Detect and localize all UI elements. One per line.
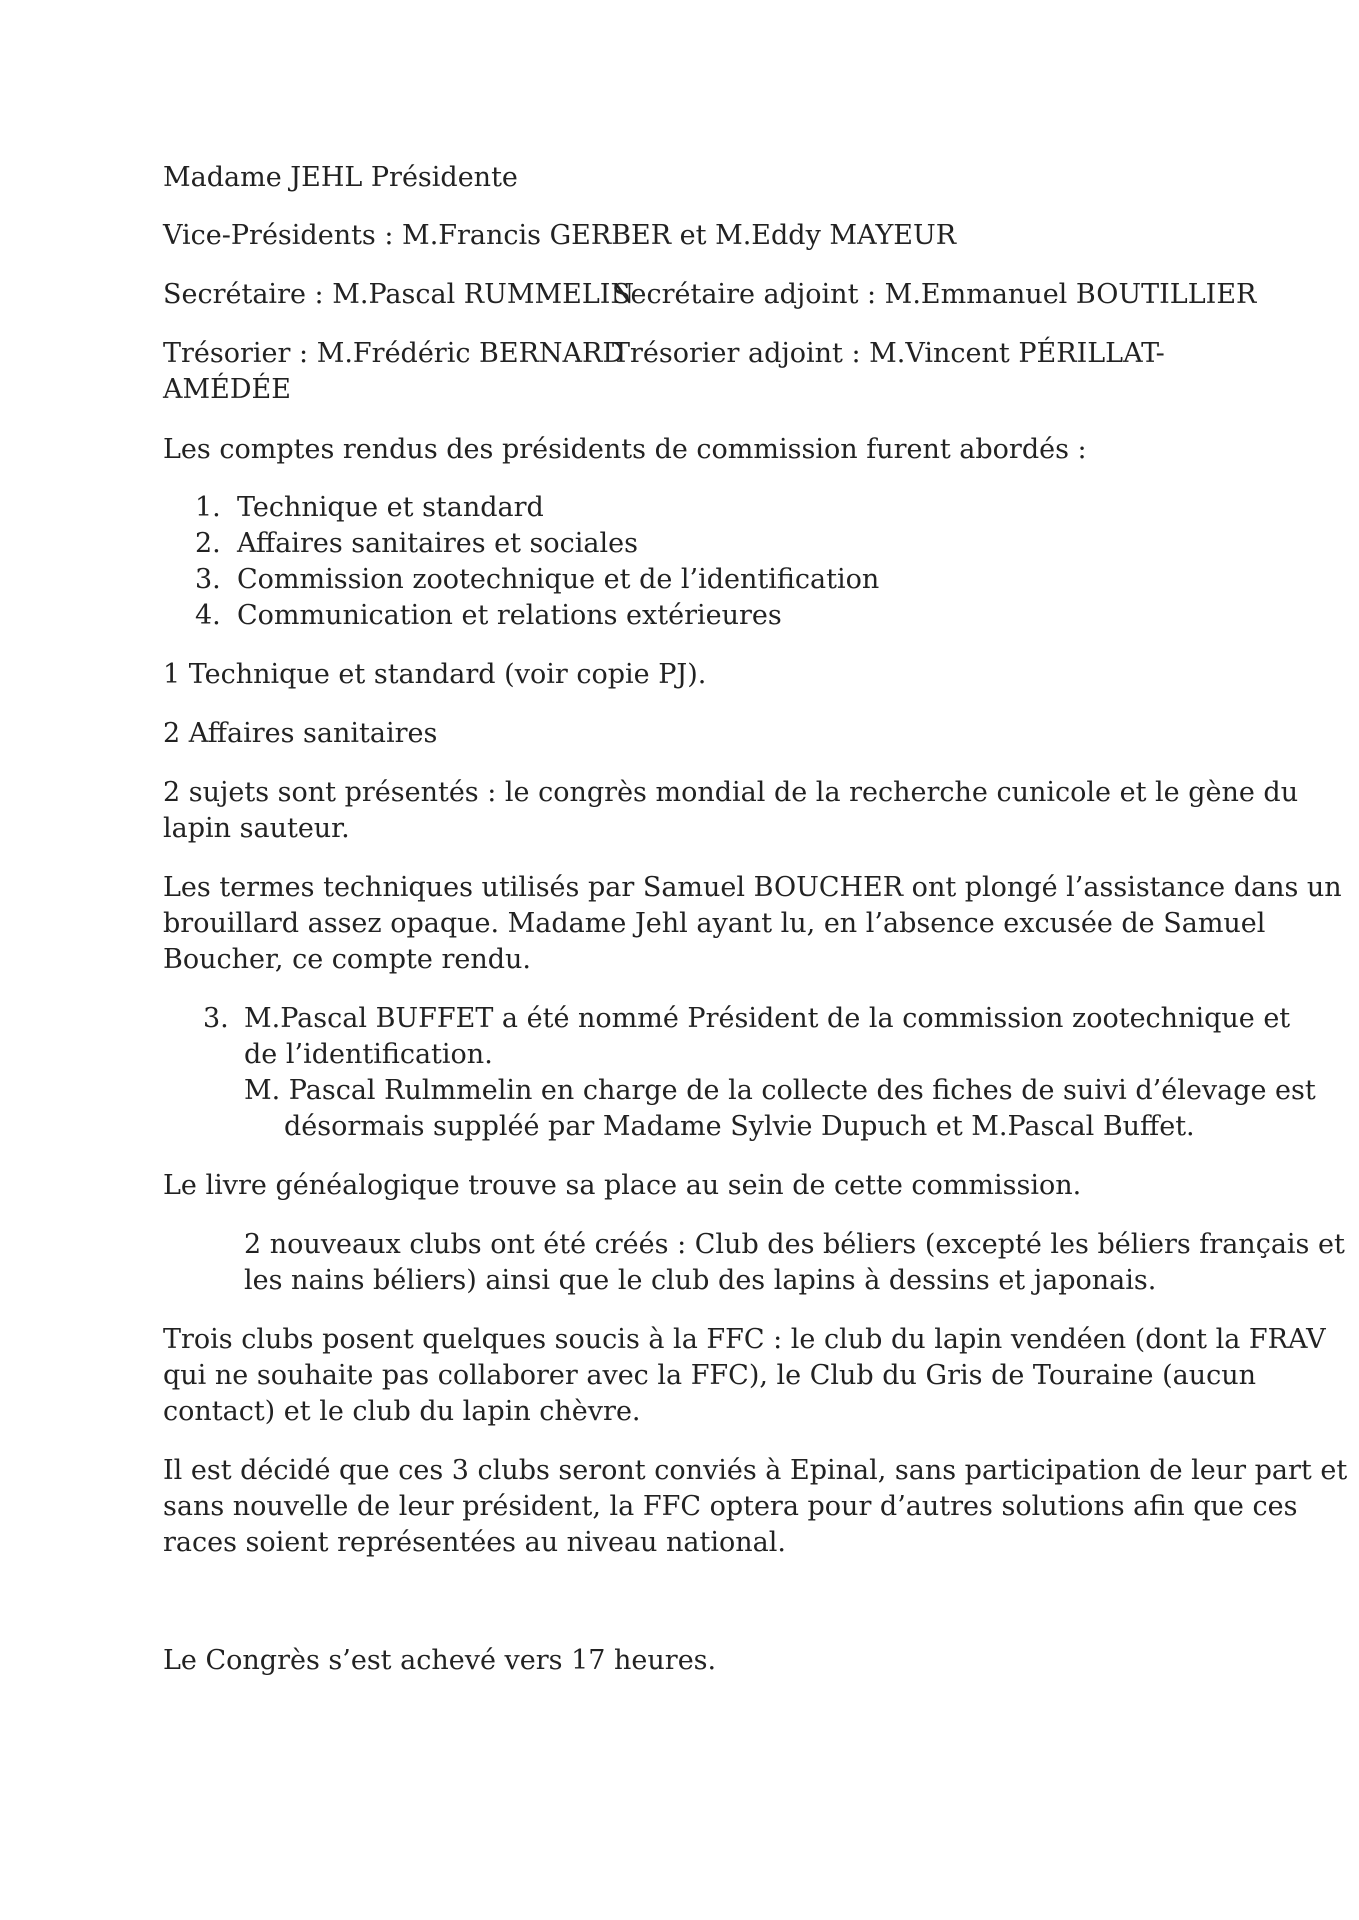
new-clubs-line-2: les nains béliers) ainsi que le club des lapins à dessins et japonais. xyxy=(244,1265,1157,1296)
list-label: Affaires sanitaires et sociales xyxy=(237,528,638,559)
list-number: 2. xyxy=(195,528,221,559)
three-clubs-line-2: qui ne souhaite pas collaborer avec la FFC), le Club du Gris de Touraine (aucun xyxy=(163,1360,1256,1391)
section-3-line-4: désormais suppléé par Madame Sylvie Dupuch et M.Pascal Buffet. xyxy=(284,1111,1195,1142)
three-clubs-line-3: contact) et le club du lapin chèvre. xyxy=(163,1396,641,1427)
decision-line-3: races soient représentées au niveau national. xyxy=(163,1527,786,1558)
treasurer-line: Trésorier : M.Frédéric BERNARD xyxy=(163,338,625,369)
decision-line-2: sans nouvelle de leur président, la FFC optera pour d’autres solutions afin que ces xyxy=(163,1491,1298,1522)
list-item xyxy=(195,526,1195,562)
decision-line-1: Il est décidé que ces 3 clubs seront conviés à Epinal, sans participation de leur part et xyxy=(163,1455,1348,1486)
subjects-line-2: lapin sauteur. xyxy=(163,813,350,844)
section-3-number: 3. xyxy=(203,1003,229,1034)
vice-presidents-line: Vice-Présidents : M.Francis GERBER et M.Eddy MAYEUR xyxy=(163,220,957,251)
new-clubs-line-1: 2 nouveaux clubs ont été créés : Club des béliers (excepté les béliers français et xyxy=(244,1229,1345,1260)
list-number: 1. xyxy=(195,492,221,523)
treasurer-deputy-line: Trésorier adjoint : M.Vincent PÉRILLAT- xyxy=(612,338,1165,369)
list-item xyxy=(195,562,1195,598)
commissions-list xyxy=(195,490,1195,634)
list-label: Commission zootechnique et de l’identification xyxy=(237,564,880,595)
three-clubs-line-1: Trois clubs posent quelques soucis à la FFC : le club du lapin vendéen (dont la FRAV xyxy=(163,1324,1326,1355)
closing-line: Le Congrès s’est achevé vers 17 heures. xyxy=(163,1645,717,1676)
commissions-intro: Les comptes rendus des présidents de commission furent abordés : xyxy=(163,434,1087,465)
terms-line-2: brouillard assez opaque. Madame Jehl ayant lu, en l’absence excusée de Samuel xyxy=(163,908,1266,939)
list-item xyxy=(195,490,1195,526)
section-3-line-2: de l’identification. xyxy=(244,1039,493,1070)
section-3-line-3: M. Pascal Rulmmelin en charge de la collecte des fiches de suivi d’élevage est xyxy=(244,1075,1316,1106)
terms-line-3: Boucher, ce compte rendu. xyxy=(163,944,531,975)
treasurer-deputy-cont: AMÉDÉE xyxy=(163,374,291,405)
list-label: Technique et standard xyxy=(237,492,544,523)
list-label: Communication et relations extérieures xyxy=(237,600,782,631)
genealogy-line: Le livre généalogique trouve sa place au sein de cette commission. xyxy=(163,1170,1082,1201)
section-3-line-1: M.Pascal BUFFET a été nommé Président de la commission zootechnique et xyxy=(244,1003,1291,1034)
secretary-deputy-line: Secrétaire adjoint : M.Emmanuel BOUTILLIER xyxy=(612,279,1257,310)
subjects-line-1: 2 sujets sont présentés : le congrès mondial de la recherche cunicole et le gène du xyxy=(163,777,1299,808)
president-line: Madame JEHL Présidente xyxy=(163,162,518,193)
list-number: 3. xyxy=(195,564,221,595)
section-2-heading: 2 Affaires sanitaires xyxy=(163,718,438,749)
list-item xyxy=(195,598,1195,634)
section-1-heading: 1 Technique et standard (voir copie PJ). xyxy=(163,659,707,690)
terms-line-1: Les termes techniques utilisés par Samuel BOUCHER ont plongé l’assistance dans un xyxy=(163,872,1342,903)
list-number: 4. xyxy=(195,600,221,631)
secretary-line: Secrétaire : M.Pascal RUMMELIN xyxy=(163,279,635,310)
